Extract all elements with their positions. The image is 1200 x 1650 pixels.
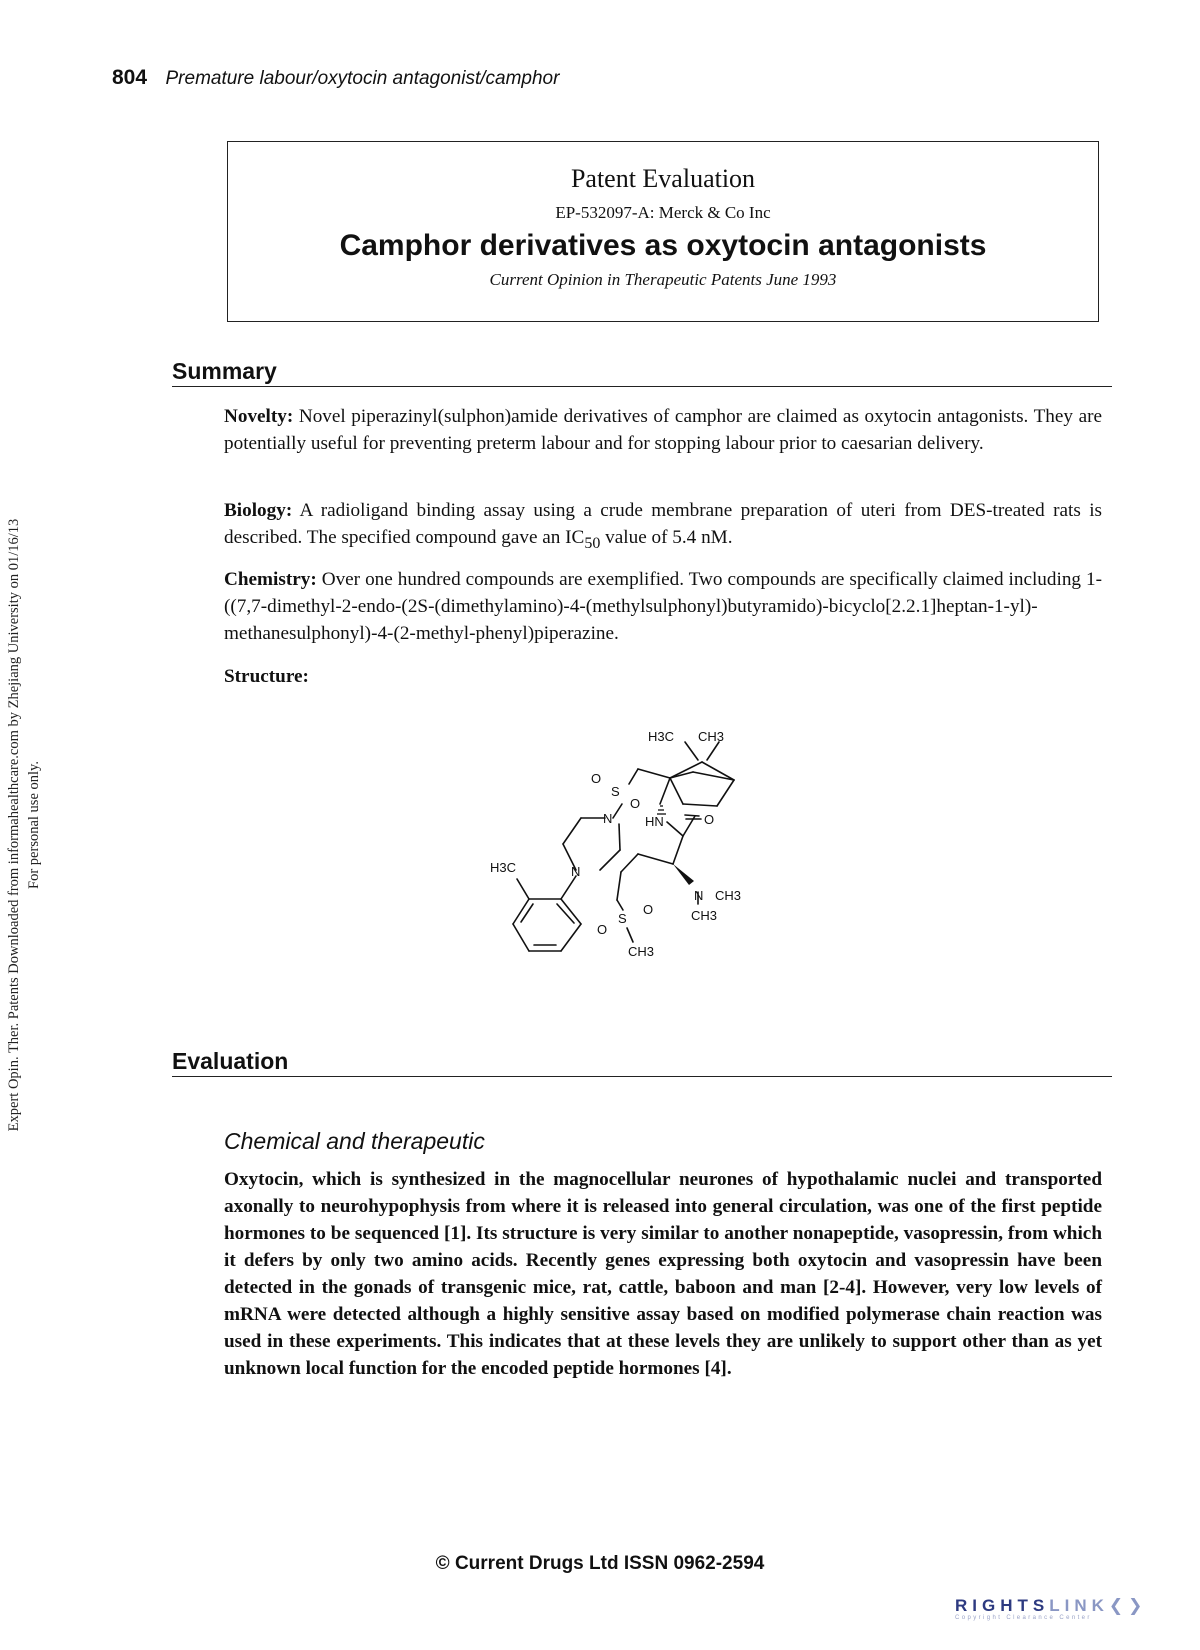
novelty-paragraph bbox=[224, 403, 1102, 457]
label-o-carbonyl: O bbox=[704, 812, 715, 827]
label-h3c-aryl: H3C bbox=[490, 860, 517, 875]
label-ch3-top: CH3 bbox=[698, 729, 725, 744]
novelty-label: Novelty: bbox=[224, 406, 294, 427]
biology-text-1: A radioligand binding assay using a crude membrane preparation of uteri from DES-treated rats is described. The specified compound gave an IC bbox=[224, 500, 1102, 548]
chemistry-label: Chemistry: bbox=[224, 569, 317, 590]
page-header bbox=[112, 66, 559, 90]
summary-heading: Summary bbox=[172, 357, 1112, 387]
biology-text-2: value of 5.4 nM. bbox=[600, 527, 733, 548]
download-watermark bbox=[4, 455, 52, 1195]
chemical-therapeutic-subheading: Chemical and therapeutic bbox=[224, 1128, 485, 1154]
label-h3c-top: H3C bbox=[648, 729, 675, 744]
label-ch3-n: CH3 bbox=[715, 888, 742, 903]
chemistry-paragraph bbox=[224, 566, 1102, 647]
rightslink-light-text: LINK bbox=[1049, 1596, 1109, 1615]
page-number: 804 bbox=[112, 66, 148, 89]
biology-subscript: 50 bbox=[584, 534, 601, 552]
label-ch3-n-2: CH3 bbox=[691, 908, 718, 923]
copyright-footer: © Current Drugs Ltd ISSN 0962-2594 bbox=[435, 1553, 765, 1574]
novelty-text: Novel piperazinyl(sulphon)amide derivatives of camphor are claimed as oxytocin antagonists. They are potentially useful for preventing preterm labour and for stopping labour prior to caesarian delivery. bbox=[224, 406, 1102, 454]
label-ch3-s: CH3 bbox=[628, 944, 655, 959]
label-n-aryl: N bbox=[571, 864, 581, 879]
biology-label: Biology: bbox=[224, 500, 293, 521]
label-n-sulfonamide: N bbox=[603, 811, 613, 826]
evaluation-heading: Evaluation bbox=[172, 1047, 1112, 1077]
biology-paragraph bbox=[224, 497, 1102, 557]
chemical-structure-figure bbox=[490, 724, 785, 989]
label-s-2: S bbox=[618, 911, 627, 926]
label-s-1: S bbox=[611, 784, 620, 799]
evaluation-paragraph: Oxytocin, which is synthesized in the magnocellular neurones of hypothalamic nuclei and transported axonally to neurohypophysis from where it is released into general circulation, was one of the first peptide hormones to be sequenced [1]. Its structure is very similar to another nonapeptide, vasopressin, from which it defers by only two amino acids. Recently genes expressing both oxytocin and vasopressin have been detected in the gonads of transgenic mice, rat, cattle, baboon and man [2-4]. However, very low levels of mRNA were detected although a highly sensitive assay based on modified polymerase chain reaction was used in these experiments. This indicates that at these levels they are unlikely to support other than as yet unknown local function for the encoded peptide hormones [4]. bbox=[224, 1169, 1102, 1379]
chemistry-text: Over one hundred compounds are exemplified. Two compounds are specifically claimed including 1-((7,7-dimethyl-2-endo-(2S-(dimethylamino)-4-(methylsulphonyl)butyramido)-bicyclo[2.2.1]heptan-1-yl)-methanesulphonyl)-4-(2-methyl-phenyl)piperazine. bbox=[224, 569, 1102, 644]
watermark-line-2: For personal use only. bbox=[26, 761, 42, 889]
label-hn: HN bbox=[645, 814, 664, 829]
rightslink-arrow-icon: ❮❯ bbox=[1108, 1596, 1148, 1615]
label-o-3: O bbox=[643, 902, 654, 917]
label-o-2: O bbox=[630, 796, 641, 811]
running-title: Premature labour/oxytocin antagonist/camphor bbox=[165, 68, 560, 89]
article-title: Camphor derivatives as oxytocin antagonists bbox=[339, 229, 987, 262]
label-o-4: O bbox=[597, 922, 608, 937]
stereo-hash bbox=[657, 806, 666, 814]
rightslink-subtitle: Copyright Clearance Center bbox=[955, 1615, 1092, 1621]
rightslink-dark-text: RIGHTS bbox=[955, 1596, 1050, 1615]
watermark-line-1: Expert Opin. Ther. Patents Downloaded from informahealthcare.com by Zhejiang University on 01/16/13 bbox=[6, 518, 22, 1132]
label-o-1: O bbox=[591, 771, 602, 786]
box-heading: Patent Evaluation bbox=[570, 164, 756, 193]
rightslink-logo bbox=[955, 1596, 1185, 1636]
title-box bbox=[227, 141, 1099, 322]
structure-label: Structure: bbox=[224, 666, 309, 687]
article-source: Current Opinion in Therapeutic Patents June 1993 bbox=[489, 270, 837, 289]
stereo-wedge bbox=[673, 864, 694, 885]
label-n-dimethyl: N bbox=[694, 888, 704, 903]
patent-number: EP-532097-A: Merck & Co Inc bbox=[555, 203, 771, 222]
